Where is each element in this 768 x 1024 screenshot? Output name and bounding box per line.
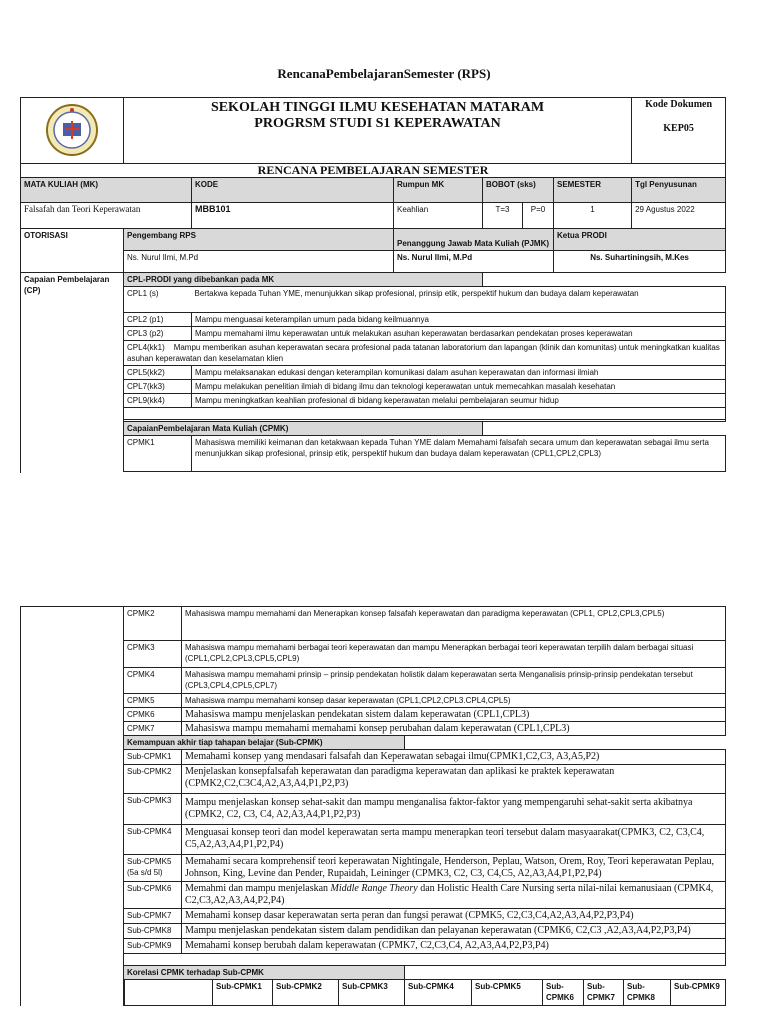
- cpl-desc: Mampu memahami ilmu keperawatan untuk melakukan asuhan keperawatan berdasarkan pendekatan proses keperawatan: [192, 327, 726, 341]
- cpl-row: [21, 341, 726, 366]
- bobot-t-value: T=3: [483, 203, 523, 229]
- cpl-row: [21, 287, 726, 313]
- program-name: PROGRSM STUDI S1 KEPERAWATAN: [254, 116, 501, 131]
- sub-cpmk-header: Kemampuan akhir tiap tahapan belajar (Sub-CPMK): [124, 736, 405, 750]
- cpl-row: [21, 394, 726, 408]
- korelasi-col: Sub-CPMK9: [671, 980, 726, 1006]
- cpmk-desc: Mahasiswa mampu memahami dan Menerapkan konsep falsafah keperawatan dan paradigma keperawatan (CPL1, CPL2,CPL3,CPL5): [182, 607, 726, 641]
- sub-cpmk-desc: Menguasai konsep teori dan model keperawatan serta mampu menerapkan teori tersebut dalam masyaarakat(CPMK3, C2, C3,C4, C5,A2,A3,A4,P1,P2,P4): [182, 825, 726, 855]
- pengembang-label: Pengembang RPS: [124, 229, 394, 251]
- cpl-desc: Bertakwa kepada Tuhan YME, menunjukkan sikap profesional, prinsip etik, perspektif hukum dan budaya dalam keperawatan: [192, 287, 726, 313]
- otorisasi-label: OTORISASI: [21, 229, 124, 273]
- cpmk-row: [21, 641, 726, 668]
- sub-cpmk-desc: Memahami secara komprehensif teori keperawatan Nightingale, Henderson, Peplau, Watson, Orem, Roy, Teori keperawatan Peplau, Johnson, King, Levine dan Pender, Rupaidah, Leininger (CPMK3, C2, C3, C4,C5, A2,A3,A4,P1,P2,P4): [182, 855, 726, 882]
- sub-cpmk-code: Sub-CPMK1: [124, 750, 182, 765]
- cpmk-code: CPMK1: [124, 436, 192, 472]
- institution-name: SEKOLAH TINGGI ILMU KESEHATAN MATARAM: [210, 100, 545, 115]
- sub-cpmk-row: [21, 825, 726, 855]
- cpl-desc: Mampu memberikan asuhan keperawatan secara profesional pada tatanan laboratorium dan lapangan (klinik dan komunitas) untuk meningkatkan kualitas asuhan keperawatan dan keselamatan klien: [127, 343, 720, 363]
- sub-cpmk-row: [21, 765, 726, 794]
- sub-cpmk-row: [21, 855, 726, 882]
- cpmk-desc: Mahasiswa mampu memahami prinsip – prinsip pendekatan holistik dalam keperawatan serta Menganalisis prinsip-prinsip pendekatan tersebut (CPL3,CPL4,CPL5,CPL7): [182, 668, 726, 694]
- rps-title: RENCANA PEMBELAJARAN SEMESTER: [21, 164, 726, 178]
- sub-cpmk-desc: Memahmi dan mampu menjelaskan Middle Range Theory dan Holistic Health Care Nursing serta nilai-nilai kemanusiaan (CPMK4, C2,C3,A2,A3,A4,P2,P4): [182, 882, 726, 909]
- logo-cell: [21, 98, 124, 164]
- sub-cpmk-code: Sub-CPMK2: [124, 765, 182, 794]
- cpmk-code: CPMK2: [124, 607, 182, 641]
- cpmk-desc: Mahasiswa mampu memahami konsep dasar keperawatan (CPL1,CPL2,CPL3.CPL4,CPL5): [182, 694, 726, 708]
- header-rumpun: Rumpun MK: [394, 178, 483, 203]
- kode-dokumen-cell: [632, 98, 726, 164]
- korelasi-header-row: [21, 980, 726, 1006]
- korelasi-col: Sub-CPMK1: [213, 980, 273, 1006]
- bobot-p-value: P=0: [523, 203, 554, 229]
- kode-dokumen-value: KEP05: [663, 123, 694, 134]
- sub-cpmk-desc: Menjelaskan konsepfalsafah keperawatan dan paradigma keperawatan dan aplikasi ke praktek keperawatan (CPMK2,C2,C3C4,A2,A3,A4,P1,P2,P3): [182, 765, 726, 794]
- sub-cpmk-desc: Mampu menjelaskan pendekatan sistem dalam pendidikan dan pelayanan keperawatan (CPMK6, C2,C3 ,A2,A3,A4,P2,P3,P4): [182, 924, 726, 939]
- sub-cpmk-row: [21, 750, 726, 765]
- cpl-desc: Mampu menguasai keterampilan umum pada bidang keilmuannya: [192, 313, 726, 327]
- pengembang-value: Ns. Nurul Ilmi, M.Pd: [124, 251, 394, 273]
- cpl-code: CPL7(kk3): [124, 380, 192, 394]
- sub-cpmk-code: Sub-CPMK7: [124, 909, 182, 924]
- cpl-row-cpl4: [124, 341, 726, 366]
- sub-cpmk-row: [21, 882, 726, 909]
- sub-cpmk-row: [21, 909, 726, 924]
- cpl-code: CPL4(kk1): [127, 343, 165, 352]
- kaprodi-label: Ketua PRODI: [554, 229, 726, 251]
- cpmk-row: [21, 607, 726, 641]
- sub-cpmk-code: Sub-CPMK9: [124, 939, 182, 954]
- sub-cpmk-desc: Memahami konsep yang mendasari falsafah dan Keperawatan sebagai ilmu(CPMK1,C2,C3, A3,A5,P2): [182, 750, 726, 765]
- semester-value: 1: [554, 203, 632, 229]
- cpl-desc: Mampu melakukan penelitian ilmiah di bidang ilmu dan teknologi keperawatan untuk memecahkan masalah kesehatan: [192, 380, 726, 394]
- korelasi-col: Sub-CPMK5: [472, 980, 543, 1006]
- cpl-header: CPL-PRODI yang dibebankan pada MK: [124, 273, 483, 287]
- header-bobot: BOBOT (sks): [483, 178, 554, 203]
- cpmk-row: [21, 694, 726, 708]
- korelasi-header: Korelasi CPMK terhadap Sub-CPMK: [124, 966, 405, 980]
- header-kode: KODE: [192, 178, 394, 203]
- sub-cpmk-code: Sub-CPMK3: [124, 794, 182, 825]
- header-tgl: Tgl Penyusunan: [632, 178, 726, 203]
- institution-logo: [43, 103, 101, 157]
- cpmk-code: CPMK6: [124, 708, 182, 722]
- sub-cpmk-row: [21, 939, 726, 954]
- cpmk-row: [21, 708, 726, 722]
- rumpun-value: Keahlian: [394, 203, 483, 229]
- cpl-row: [21, 380, 726, 394]
- sub-cpmk-code: Sub-CPMK5 (5a s/d 5l): [124, 855, 182, 882]
- cpmk-desc: Mahasiswa mampu memahami memahami konsep perubahan dalam keperawatan (CPL1,CPL3): [182, 722, 726, 736]
- cpmk-desc: Mahasiswa mampu memahami berbagai teori keperawatan dan mampu Menerapkan berbagai teori keperawatan terpilih dalam berbagai situasi (CPL1,CPL2,CPL3,CPL5,CPL9): [182, 641, 726, 668]
- pjmk-value: Ns. Nurul Ilmi, M.Pd: [394, 251, 554, 273]
- mk-value: Falsafah dan Teori Keperawatan: [21, 203, 192, 229]
- cpmk-code: CPMK7: [124, 722, 182, 736]
- cpl-row: [21, 327, 726, 341]
- sub-cpmk-code: Sub-CPMK8: [124, 924, 182, 939]
- rps-header-table: [20, 97, 726, 472]
- cpl-code: CPL9(kk4): [124, 394, 192, 408]
- korelasi-col: Sub-CPMK2: [273, 980, 339, 1006]
- sub-cpmk-code: Sub-CPMK4: [124, 825, 182, 855]
- sub-cpmk-code: Sub-CPMK6: [124, 882, 182, 909]
- sub-cpmk-desc: Memahami konsep berubah dalam keperawatan (CPMK7, C2,C3,C4, A2,A3,A4,P2,P3,P4): [182, 939, 726, 954]
- sub-cpmk-desc: Mampu menjelaskan konsep sehat-sakit dan mampu menganalisa faktor-faktor yang mempengaruhi sehat-sakit serta akibatnya (CPMK2, C2, C3, C4, A2,A3,A4,P1,P2,P3): [182, 794, 726, 825]
- korelasi-col: Sub-CPMK3: [339, 980, 405, 1006]
- korelasi-col: Sub-CPMK6: [543, 980, 584, 1006]
- sub-cpmk-row: [21, 794, 726, 825]
- cpl-desc: Mampu meningkatkan keahlian profesional di bidang keperawatan melalui pembelajaran seumur hidup: [192, 394, 726, 408]
- cpl-desc: Mampu melaksanakan edukasi dengan keterampilan komunikasi dalam asuhan keperawatan dan informasi ilmiah: [192, 366, 726, 380]
- sub-cpmk-desc: Memahami konsep dasar keperawatan serta peran dan fungsi perawat (CPMK5, C2,C3,C4,A2,A3,A4,P2,P3,P4): [182, 909, 726, 924]
- cpmk-continuation-table: [20, 606, 726, 1006]
- cpl-code: CPL3 (p2): [124, 327, 192, 341]
- kode-dokumen-label: Kode Dokumen: [645, 99, 713, 110]
- cpmk-code: CPMK5: [124, 694, 182, 708]
- korelasi-col: Sub-CPMK4: [405, 980, 472, 1006]
- kaprodi-value: Ns. Suhartiningsih, M.Kes: [554, 251, 726, 273]
- cpmk-row: [21, 722, 726, 736]
- cpmk-code: CPMK3: [124, 641, 182, 668]
- cpmk-row: [21, 436, 726, 472]
- institution-cell: [124, 98, 632, 164]
- cpmk-code: CPMK4: [124, 668, 182, 694]
- tgl-value: 29 Agustus 2022: [632, 203, 726, 229]
- cpl-code: CPL2 (p1): [124, 313, 192, 327]
- sub-cpmk-row: [21, 924, 726, 939]
- kode-value: MBB101: [192, 203, 394, 229]
- cpl-code: CPL1 (s): [124, 287, 192, 313]
- cpmk-row: [21, 668, 726, 694]
- header-mk: MATA KULIAH (MK): [21, 178, 192, 203]
- pjmk-label: Penanggung Jawab Mata Kuliah (PJMK): [394, 229, 554, 251]
- cp-label: Capaian Pembelajaran (CP): [21, 273, 124, 473]
- document-title: RencanaPembelajaranSemester (RPS): [277, 66, 491, 81]
- korelasi-col: Sub-CPMK7: [584, 980, 624, 1006]
- cpl-row: [21, 313, 726, 327]
- korelasi-col: Sub-CPMK8: [624, 980, 671, 1006]
- cpl-code: CPL5(kk2): [124, 366, 192, 380]
- cpmk-desc: Mahasiswa mampu menjelaskan pendekatan sistem dalam keperawatan (CPL1,CPL3): [182, 708, 726, 722]
- cpl-row: [21, 366, 726, 380]
- cpmk-header: CapaianPembelajaran Mata Kuliah (CPMK): [124, 422, 483, 436]
- cpmk-desc: Mahasiswa memiliki keimanan dan ketakwaan kepada Tuhan YME dalam Memahami falsafah secara umum dan keperawatan sebagai ilmu serta menunjukkan sikap profesional, prinsip etik, perspektif hukum dan budaya dalam keperawatan (CPL1,CPL2,CPL3): [192, 436, 726, 472]
- header-semester: SEMESTER: [554, 178, 632, 203]
